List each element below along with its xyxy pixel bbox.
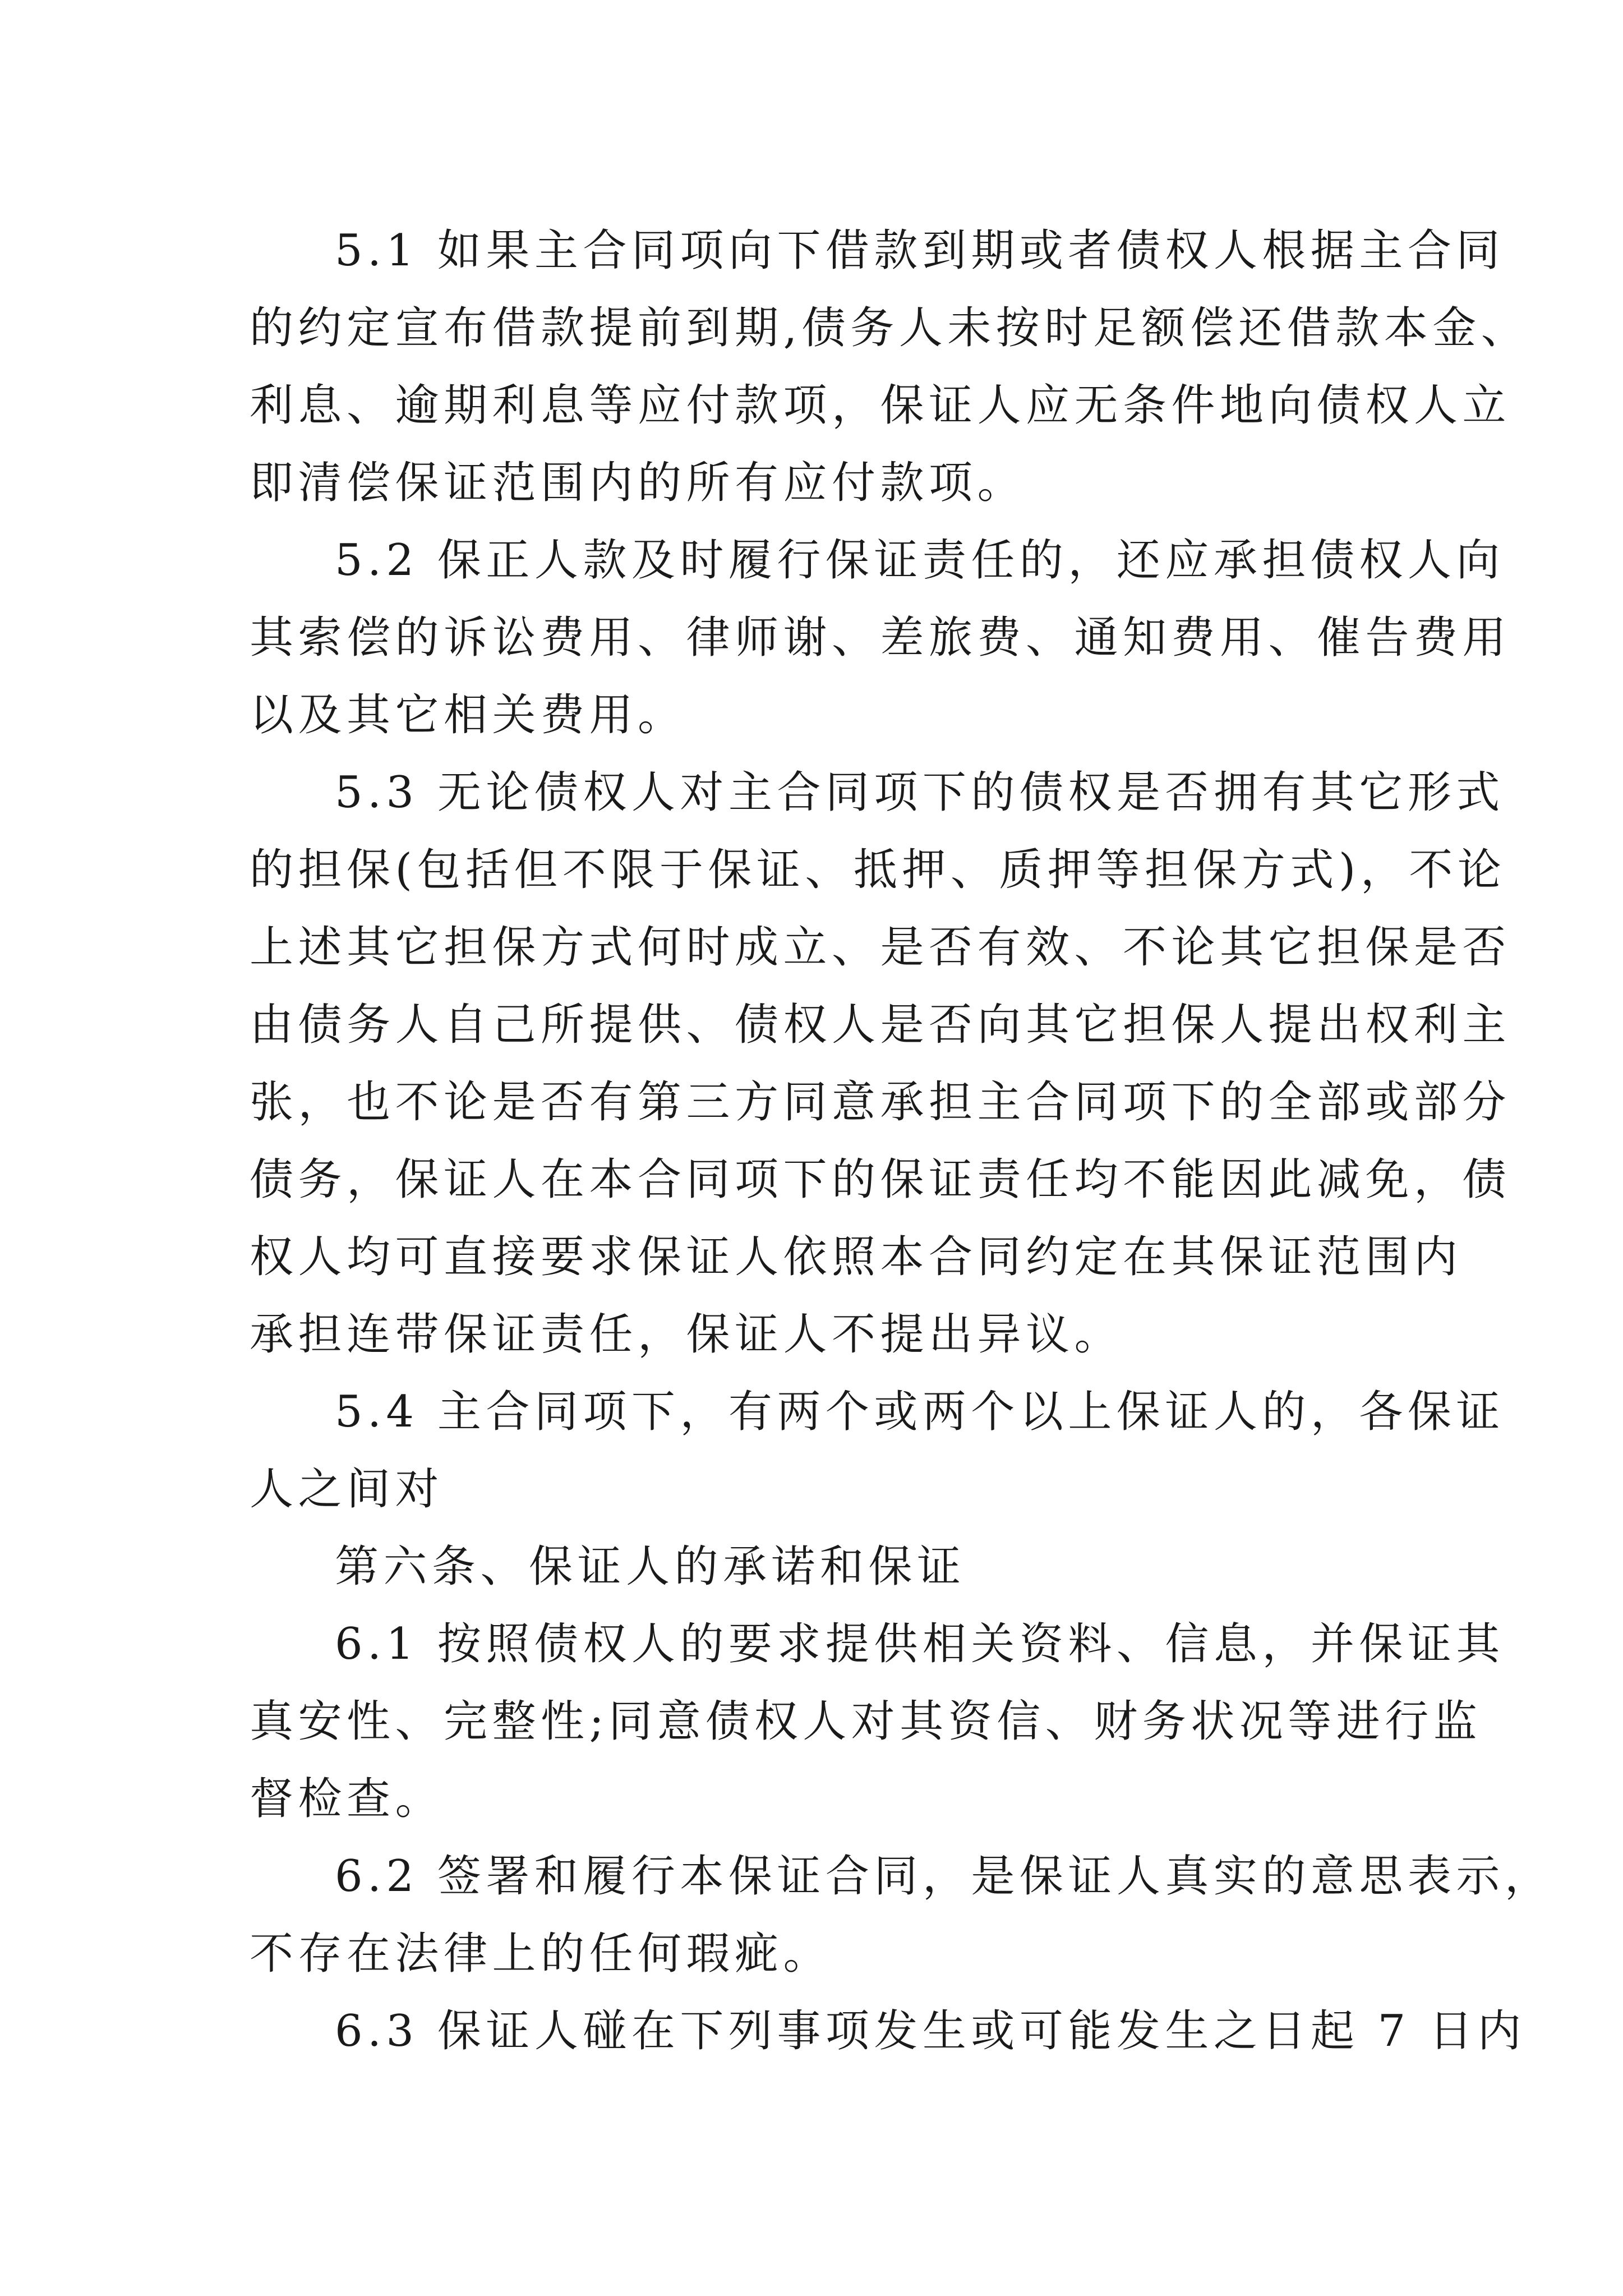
text-line: 5.2 保正人款及时履行保证责任的，还应承担债权人向 [335, 535, 1505, 586]
text-line: 5.4 主合同项下，有两个或两个以上保证人的，各保证 [335, 1387, 1505, 1437]
text-line: 承担连带保证责任，保证人不提出异议。 [250, 1309, 1123, 1360]
text-line: 其索偿的诉讼费用、律师谢、差旅费、通知费用、催告费用 [250, 613, 1511, 663]
text-line: 利息、逾期利息等应付款项，保证人应无条件地向债权人立 [250, 380, 1511, 431]
text-line: 上述其它担保方式何时成立、是否有效、不论其它担保是否 [250, 922, 1511, 973]
text-line: 的约定宣布借款提前到期,债务人未按时足额偿还借款本金、 [250, 303, 1530, 353]
text-line: 6.2 签署和履行本保证合同，是保证人真实的意思表示， [335, 1851, 1553, 1902]
text-line: 督检查。 [250, 1774, 444, 1824]
text-line: 张，也不论是否有第三方同意承担主合同项下的全部或部分 [250, 1077, 1511, 1128]
text-line: 由债务人自己所提供、债权人是否向其它担保人提出权利主 [250, 1000, 1511, 1050]
text-line: 5.3 无论债权人对主合同项下的债权是否拥有其它形式 [335, 767, 1505, 818]
text-line: 的担保(包括但不限于保证、抵押、质押等担保方式)，不论 [250, 845, 1506, 895]
text-line: 5.1 如果主合同项向下借款到期或者债权人根据主合同 [335, 226, 1505, 276]
text-line: 6.3 保证人碰在下列事项发生或可能发生之日起 7 日内 [335, 2006, 1527, 2056]
text-line: 不存在法律上的任何瑕疵。 [250, 1929, 832, 1979]
text-line: 以及其它相关费用。 [250, 690, 686, 740]
text-line: 债务，保证人在本合同项下的保证责任均不能因此减免，债 [250, 1154, 1511, 1205]
text-line: 即清偿保证范围内的所有应付款项。 [250, 458, 1026, 508]
document-body [250, 212, 1553, 2070]
text-line: 权人均可直接要求保证人依照本合同约定在其保证范围内 [250, 1232, 1463, 1282]
text-line: 真安性、完整性;同意债权人对其资信、财务状况等进行监 [250, 1696, 1482, 1747]
text-line: 人之间对 [250, 1464, 444, 1515]
text-line: 6.1 按照债权人的要求提供相关资料、信息，并保证其 [335, 1619, 1505, 1669]
text-line: 第六条、保证人的承诺和保证 [335, 1542, 966, 1592]
